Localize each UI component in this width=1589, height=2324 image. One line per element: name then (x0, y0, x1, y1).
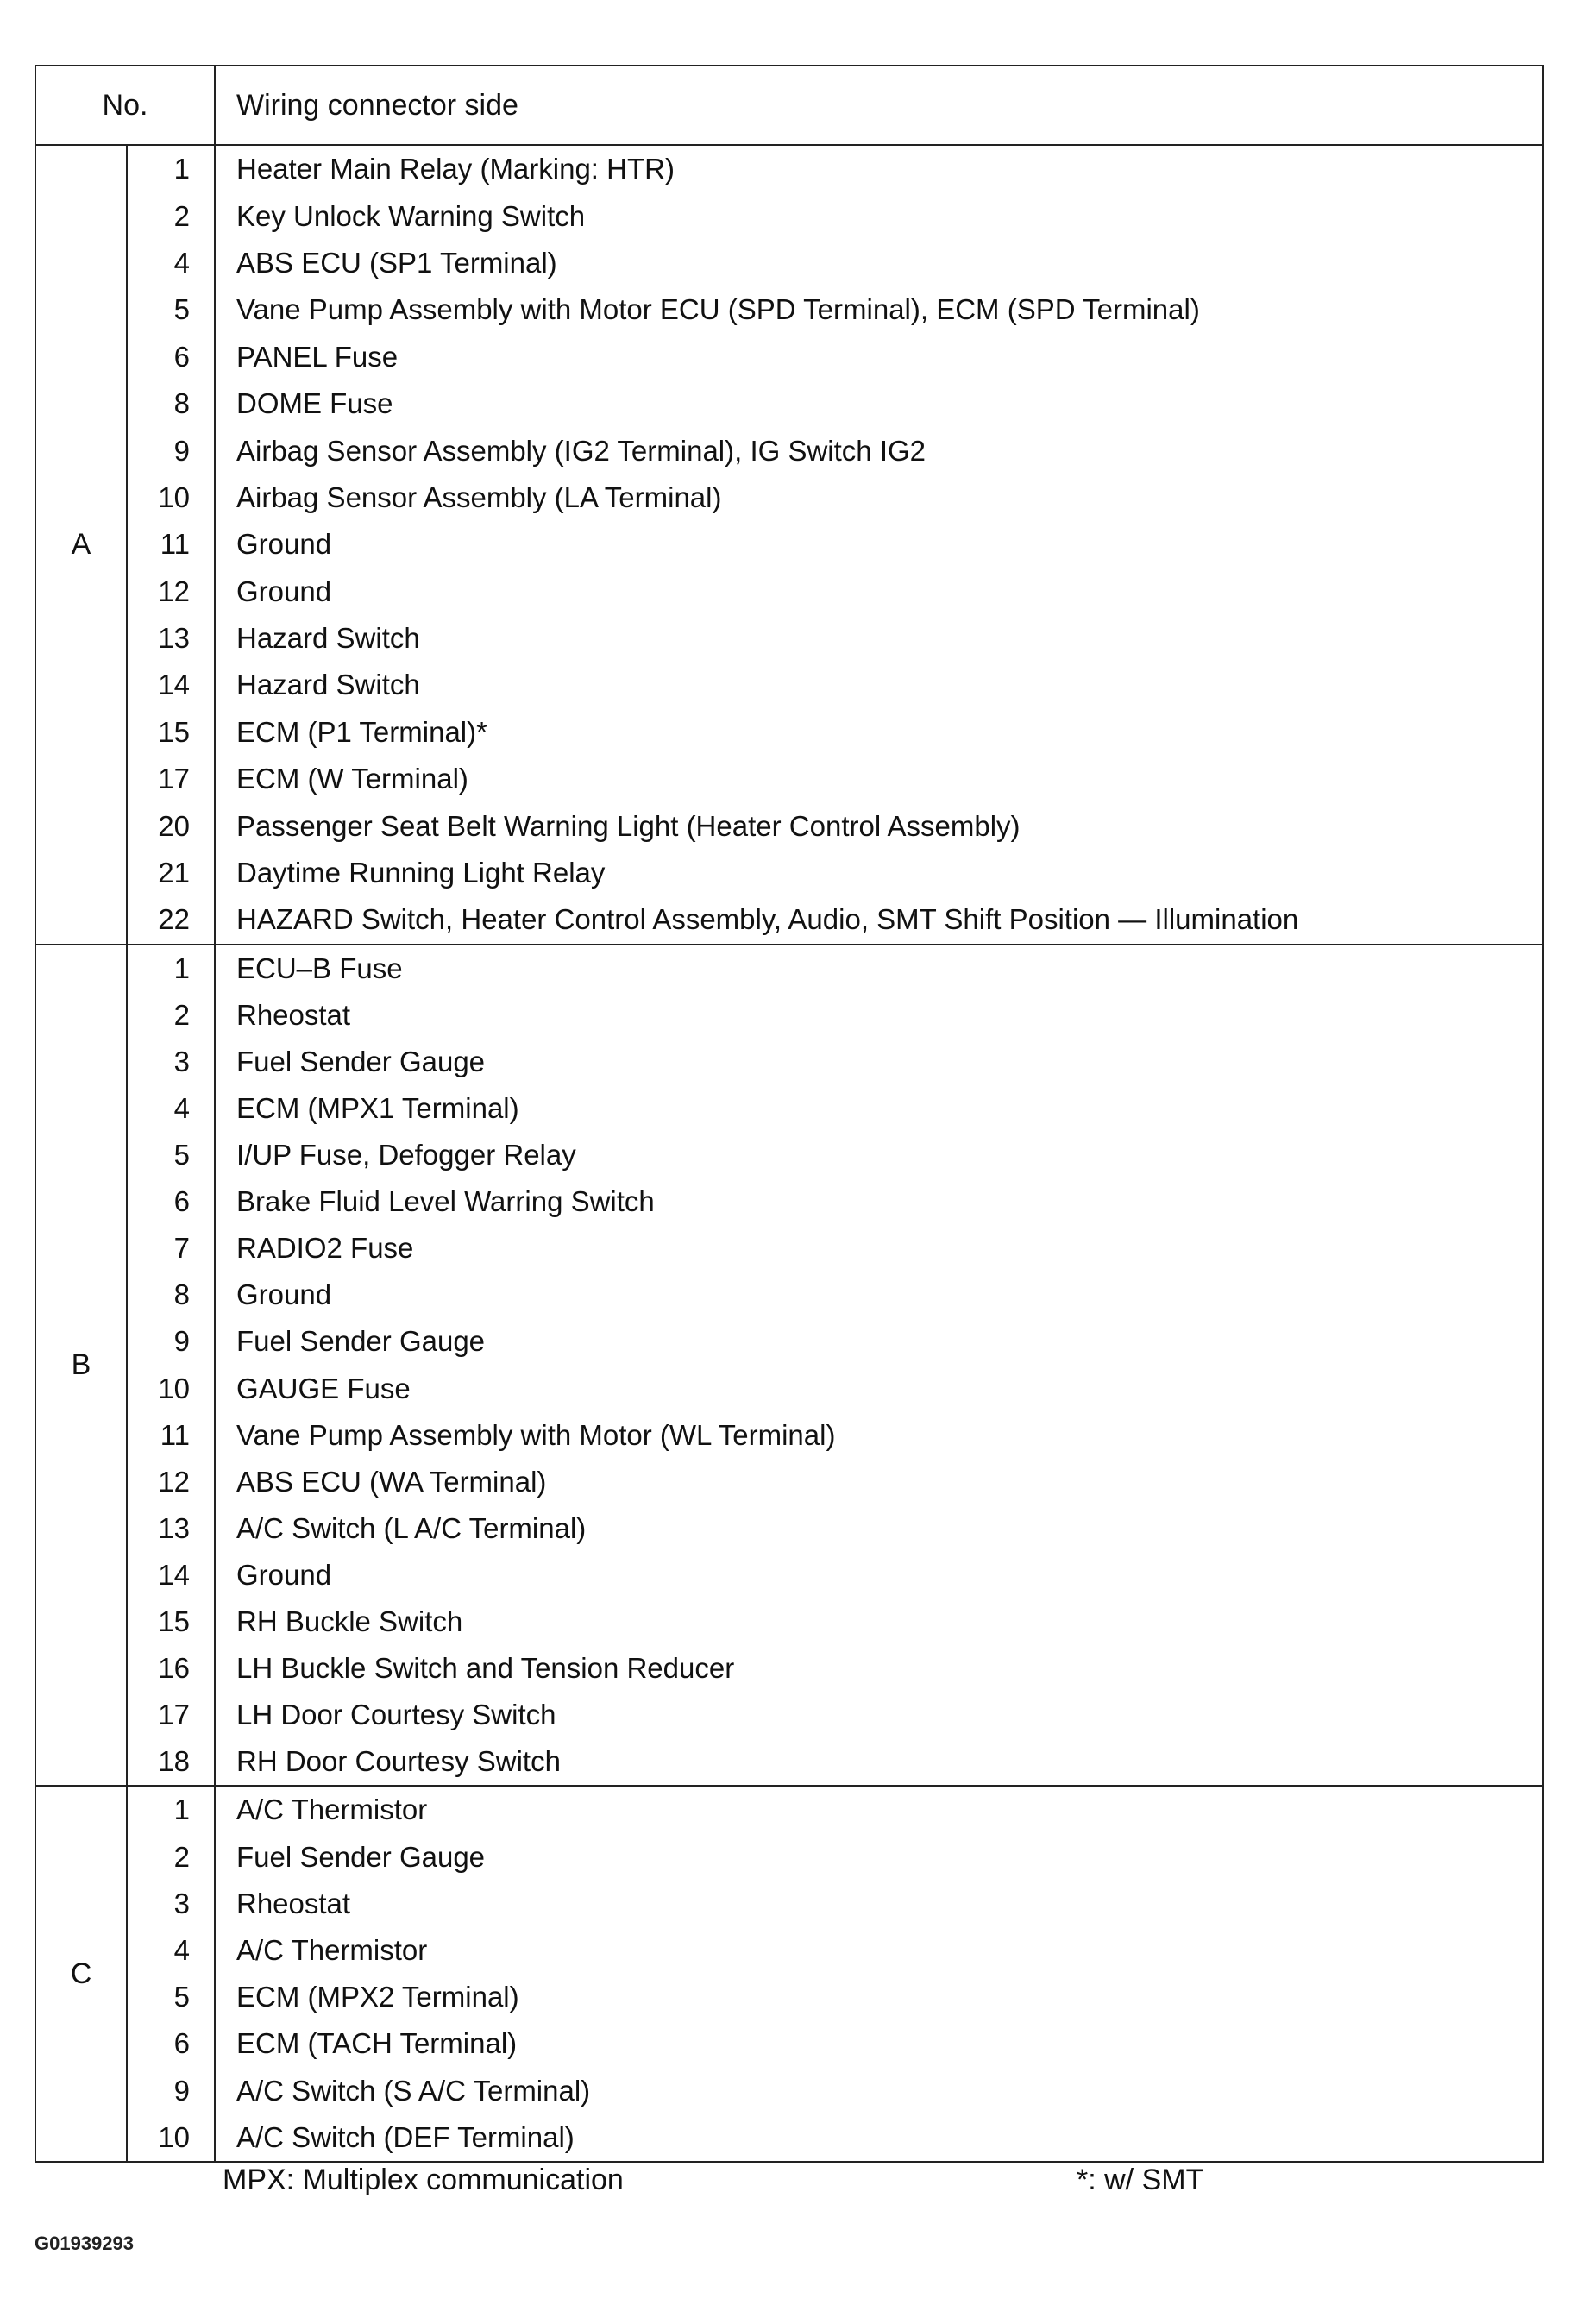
table-row (126, 1412, 1542, 1459)
terminal-description: RH Buckle Switch (214, 1599, 1542, 1645)
terminal-number: 9 (126, 427, 214, 474)
figure-id: G01939293 (35, 2233, 134, 2254)
terminal-number: 15 (126, 1599, 214, 1645)
connector-label: A (71, 527, 91, 561)
table-row (126, 1459, 1542, 1505)
table-row (126, 1834, 1542, 1881)
terminal-number: 7 (126, 1225, 214, 1272)
table-row (126, 1505, 1542, 1552)
table-row (126, 334, 1542, 380)
terminal-number: 10 (126, 2114, 214, 2161)
terminal-number: 9 (126, 2067, 214, 2114)
table-row (126, 662, 1542, 708)
terminal-number: 2 (126, 192, 214, 239)
terminal-description: LH Door Courtesy Switch (214, 1692, 1542, 1738)
table-row (126, 568, 1542, 615)
table-row (126, 1599, 1542, 1645)
terminal-number: 21 (126, 850, 214, 896)
terminal-number: 6 (126, 1178, 214, 1225)
table-row (126, 1272, 1542, 1318)
footnote-mpx: MPX: Multiplex communication (223, 2164, 624, 2196)
terminal-description: PANEL Fuse (214, 334, 1542, 380)
table-row (126, 1552, 1542, 1599)
terminal-number: 1 (126, 146, 214, 192)
terminal-description: Fuel Sender Gauge (214, 1318, 1542, 1365)
table-row (126, 2114, 1542, 2161)
terminal-number: 11 (126, 521, 214, 568)
footnote-smt: *: w/ SMT (1077, 2164, 1204, 2196)
table-header (36, 66, 1542, 146)
terminal-description: Passenger Seat Belt Warning Light (Heater Control Assembly) (214, 802, 1542, 849)
table-row (126, 1881, 1542, 1927)
terminal-description: Ground (214, 568, 1542, 615)
table-row (126, 1318, 1542, 1365)
terminal-description: Fuel Sender Gauge (214, 1039, 1542, 1085)
terminal-description: Vane Pump Assembly with Motor ECU (SPD Terminal), ECM (SPD Terminal) (214, 286, 1542, 333)
footnotes (0, 2164, 1589, 2215)
terminal-description: ECM (MPX1 Terminal) (214, 1085, 1542, 1132)
terminal-number: 18 (126, 1738, 214, 1785)
terminal-description: ECM (MPX2 Terminal) (214, 1974, 1542, 2020)
terminal-description: HAZARD Switch, Heater Control Assembly, Audio, SMT Shift Position — Illumination (214, 896, 1542, 943)
table-row (126, 192, 1542, 239)
terminal-description: ECM (TACH Terminal) (214, 2020, 1542, 2067)
table-row (126, 850, 1542, 896)
table-row (126, 1927, 1542, 1974)
terminal-description: Key Unlock Warning Switch (214, 192, 1542, 239)
connector-table (35, 65, 1544, 2163)
table-row (126, 2067, 1542, 2114)
connector-label: B (71, 1347, 91, 1381)
table-row (126, 286, 1542, 333)
terminal-number: 20 (126, 802, 214, 849)
terminal-number: 2 (126, 1834, 214, 1881)
terminal-number: 4 (126, 1085, 214, 1132)
table-row (126, 1692, 1542, 1738)
table-row (126, 1365, 1542, 1411)
terminal-description: Hazard Switch (214, 662, 1542, 708)
terminal-description: Ground (214, 1272, 1542, 1318)
terminal-number: 6 (126, 334, 214, 380)
terminal-number: 4 (126, 1927, 214, 1974)
connector-rows (126, 945, 1542, 1786)
terminal-number: 16 (126, 1645, 214, 1692)
table-row (126, 896, 1542, 943)
terminal-description: GAUGE Fuse (214, 1365, 1542, 1411)
table-row (126, 992, 1542, 1039)
terminal-description: Heater Main Relay (Marking: HTR) (214, 146, 1542, 192)
terminal-description: ABS ECU (SP1 Terminal) (214, 240, 1542, 286)
table-row (126, 380, 1542, 427)
terminal-description: RADIO2 Fuse (214, 1225, 1542, 1272)
table-row (126, 1738, 1542, 1785)
table-row (126, 945, 1542, 992)
terminal-number: 17 (126, 756, 214, 802)
terminal-number: 2 (126, 992, 214, 1039)
terminal-number: 12 (126, 568, 214, 615)
terminal-number: 8 (126, 1272, 214, 1318)
table-row (126, 146, 1542, 192)
table-row (126, 802, 1542, 849)
connector-rows (126, 1787, 1542, 2161)
terminal-description: ABS ECU (WA Terminal) (214, 1459, 1542, 1505)
header-no: No. (102, 88, 148, 122)
terminal-number: 12 (126, 1459, 214, 1505)
header-wiring-connector-side: Wiring connector side (214, 66, 1542, 144)
terminal-description: A/C Switch (DEF Terminal) (214, 2114, 1542, 2161)
terminal-description: Rheostat (214, 992, 1542, 1039)
table-row (126, 2020, 1542, 2067)
terminal-description: DOME Fuse (214, 380, 1542, 427)
terminal-description: Daytime Running Light Relay (214, 850, 1542, 896)
terminal-number: 22 (126, 896, 214, 943)
table-row (126, 1787, 1542, 1833)
table-body (36, 146, 1542, 2161)
terminal-number: 8 (126, 380, 214, 427)
terminal-description: A/C Switch (L A/C Terminal) (214, 1505, 1542, 1552)
terminal-description: Ground (214, 521, 1542, 568)
terminal-description: I/UP Fuse, Defogger Relay (214, 1132, 1542, 1178)
terminal-number: 5 (126, 286, 214, 333)
connector-group (36, 1785, 1542, 2161)
terminal-number: 4 (126, 240, 214, 286)
terminal-description: Airbag Sensor Assembly (IG2 Terminal), IG Switch IG2 (214, 427, 1542, 474)
terminal-description: A/C Switch (S A/C Terminal) (214, 2067, 1542, 2114)
terminal-description: ECM (W Terminal) (214, 756, 1542, 802)
terminal-description: ECU–B Fuse (214, 945, 1542, 992)
terminal-number: 17 (126, 1692, 214, 1738)
terminal-description: ECM (P1 Terminal)* (214, 709, 1542, 756)
terminal-number: 11 (126, 1412, 214, 1459)
table-row (126, 427, 1542, 474)
terminal-number: 5 (126, 1974, 214, 2020)
terminal-number: 15 (126, 709, 214, 756)
table-row (126, 240, 1542, 286)
table-row (126, 1039, 1542, 1085)
terminal-number: 14 (126, 662, 214, 708)
table-row (126, 709, 1542, 756)
table-row (126, 1178, 1542, 1225)
terminal-number: 6 (126, 2020, 214, 2067)
terminal-description: A/C Thermistor (214, 1927, 1542, 1974)
terminal-number: 3 (126, 1039, 214, 1085)
connector-group (36, 944, 1542, 1786)
terminal-description: Airbag Sensor Assembly (LA Terminal) (214, 474, 1542, 521)
connector-group (36, 146, 1542, 944)
terminal-number: 10 (126, 474, 214, 521)
terminal-description: Vane Pump Assembly with Motor (WL Terminal) (214, 1412, 1542, 1459)
table-row (126, 1974, 1542, 2020)
terminal-number: 9 (126, 1318, 214, 1365)
terminal-description: A/C Thermistor (214, 1787, 1542, 1833)
terminal-description: Fuel Sender Gauge (214, 1834, 1542, 1881)
table-row (126, 1085, 1542, 1132)
table-row (126, 756, 1542, 802)
terminal-number: 14 (126, 1552, 214, 1599)
terminal-description: Rheostat (214, 1881, 1542, 1927)
terminal-number: 1 (126, 1787, 214, 1833)
table-row (126, 1645, 1542, 1692)
terminal-number: 13 (126, 1505, 214, 1552)
terminal-description: Hazard Switch (214, 615, 1542, 662)
terminal-number: 1 (126, 945, 214, 992)
connector-label: C (70, 1957, 92, 1990)
terminal-description: Brake Fluid Level Warring Switch (214, 1178, 1542, 1225)
terminal-description: RH Door Courtesy Switch (214, 1738, 1542, 1785)
table-row (126, 521, 1542, 568)
table-row (126, 474, 1542, 521)
terminal-number: 13 (126, 615, 214, 662)
terminal-number: 3 (126, 1881, 214, 1927)
table-row (126, 1132, 1542, 1178)
terminal-number: 10 (126, 1365, 214, 1411)
terminal-description: Ground (214, 1552, 1542, 1599)
terminal-description: LH Buckle Switch and Tension Reducer (214, 1645, 1542, 1692)
connector-rows (126, 146, 1542, 944)
table-row (126, 1225, 1542, 1272)
terminal-number: 5 (126, 1132, 214, 1178)
table-row (126, 615, 1542, 662)
